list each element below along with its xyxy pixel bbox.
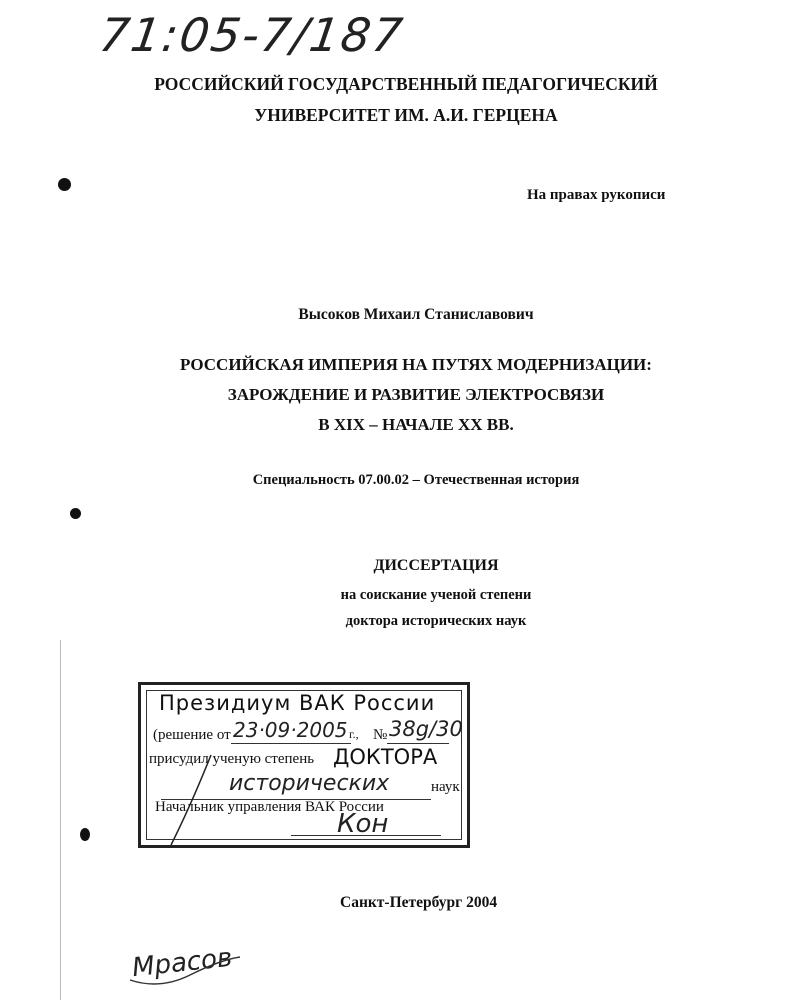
stamp-number-sign: №: [373, 727, 388, 743]
stamp-degree: ДОКТОРА: [333, 745, 438, 769]
dissertation-line-2: доктора исторических наук: [345, 613, 527, 629]
university-line-1: РОССИЙСКИЙ ГОСУДАРСТВЕННЫЙ ПЕДАГОГИЧЕСКИЙ: [154, 74, 658, 94]
dissertation-line-1: на соискание ученой степени: [340, 587, 532, 603]
dissertation-heading: ДИССЕРТАЦИЯ: [373, 557, 499, 574]
university-line-2: УНИВЕРСИТЕТ ИМ. А.И. ГЕРЦЕНА: [254, 105, 558, 125]
specialty: Специальность 07.00.02 – Отечественная история: [252, 472, 580, 488]
bottom-signature-flourish: [120, 942, 250, 995]
punch-hole-mark: [58, 178, 71, 191]
stamp-head-label: Начальник управления ВАК России: [155, 799, 384, 815]
stamp-title: Президиум ВАК России: [159, 691, 436, 715]
scan-margin-line: [60, 640, 61, 1000]
stamp-awarded-prefix: присудил ученую степень: [149, 751, 315, 767]
punch-hole-mark: [80, 828, 90, 841]
stamp-pen-stroke: [141, 685, 473, 851]
stamp-field-suffix: наук: [431, 779, 460, 795]
stamp-decision-number: 38g/30: [389, 717, 463, 741]
title-line-3: В XIX – НАЧАЛЕ XX ВВ.: [318, 415, 514, 434]
author-name: Высоков Михаил Станиславович: [298, 306, 534, 323]
punch-hole-mark: [70, 508, 81, 519]
stamp-decision-date: 23·09·2005: [233, 718, 348, 742]
title-line-1: РОССИЙСКАЯ ИМПЕРИЯ НА ПУТЯХ МОДЕРНИЗАЦИИ:: [180, 355, 652, 374]
bottom-signature: Мрасов: [130, 942, 234, 984]
vak-stamp: [138, 682, 470, 848]
rights-note: На правах рукописи: [527, 187, 666, 203]
stamp-decision-prefix: (решение от: [153, 727, 231, 743]
stamp-signature: Кон: [337, 809, 389, 839]
city-year: Санкт-Петербург 2004: [340, 894, 498, 911]
title-line-2: ЗАРОЖДЕНИЕ И РАЗВИТИЕ ЭЛЕКТРОСВЯЗИ: [227, 385, 605, 404]
stamp-field-handwritten: исторических: [229, 771, 390, 796]
handwritten-code: 71:05-7/187: [96, 8, 408, 62]
stamp-year-suffix: г.,: [349, 727, 359, 741]
